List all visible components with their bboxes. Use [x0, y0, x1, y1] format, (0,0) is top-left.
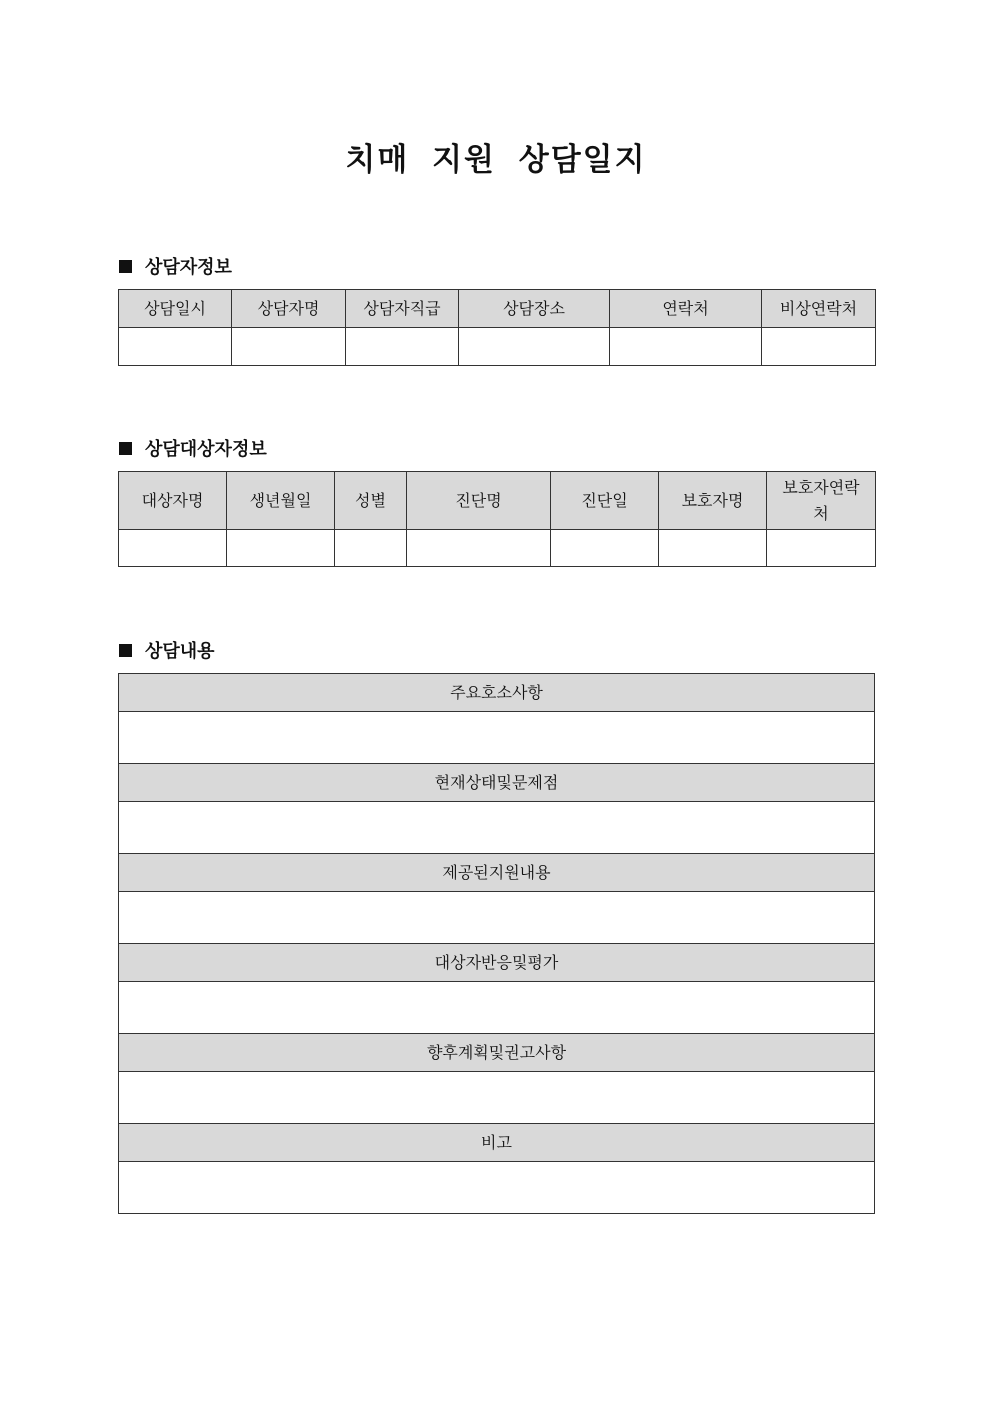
section-heading-label: 상담자정보 [145, 257, 232, 278]
header-subject-name: 대상자명 [119, 472, 227, 530]
section-heading-label: 상담내용 [145, 641, 215, 662]
header-future-plan: 향후계획및권고사항 [119, 1034, 875, 1072]
field-emergency-contact[interactable] [762, 328, 876, 366]
header-diagnosis-date: 진단일 [551, 472, 659, 530]
field-consult-place[interactable] [459, 328, 610, 366]
field-main-complaint[interactable] [119, 712, 875, 764]
field-diagnosis-date[interactable] [551, 530, 659, 567]
section-heading-subject [119, 435, 267, 461]
header-guardian-contact: 보호자연락처 [767, 472, 876, 530]
table-header-row [119, 290, 876, 328]
field-remarks[interactable] [119, 1162, 875, 1214]
subject-info-table [118, 471, 876, 567]
header-contact: 연락처 [610, 290, 762, 328]
field-response-evaluation[interactable] [119, 982, 875, 1034]
table-row [119, 530, 876, 567]
table-header-row [119, 1034, 875, 1072]
field-contact[interactable] [610, 328, 762, 366]
field-consult-datetime[interactable] [119, 328, 232, 366]
counselor-info-table [118, 289, 876, 366]
table-row [119, 892, 875, 944]
field-counselor-rank[interactable] [346, 328, 459, 366]
header-support-provided: 제공된지원내용 [119, 854, 875, 892]
header-consult-place: 상담장소 [459, 290, 610, 328]
square-bullet-icon [119, 442, 132, 455]
square-bullet-icon [119, 644, 132, 657]
header-birthdate: 생년월일 [227, 472, 335, 530]
header-remarks: 비고 [119, 1124, 875, 1162]
section-heading-counselor [119, 253, 232, 279]
header-current-status: 현재상태및문제점 [119, 764, 875, 802]
section-heading-label: 상담대상자정보 [145, 439, 267, 460]
table-header-row [119, 472, 876, 530]
square-bullet-icon [119, 260, 132, 273]
header-response-evaluation: 대상자반응및평가 [119, 944, 875, 982]
field-counselor-name[interactable] [232, 328, 346, 366]
field-birthdate[interactable] [227, 530, 335, 567]
table-header-row [119, 1124, 875, 1162]
section-heading-content [119, 637, 215, 663]
header-counselor-rank: 상담자직급 [346, 290, 459, 328]
consult-content-table [118, 673, 875, 1214]
page-title: 치매 지원 상담일지 [345, 142, 647, 178]
header-consult-datetime: 상담일시 [119, 290, 232, 328]
table-header-row [119, 764, 875, 802]
field-subject-name[interactable] [119, 530, 227, 567]
field-guardian-contact[interactable] [767, 530, 876, 567]
field-current-status[interactable] [119, 802, 875, 854]
table-row [119, 982, 875, 1034]
field-gender[interactable] [335, 530, 407, 567]
table-header-row [119, 944, 875, 982]
header-diagnosis: 진단명 [407, 472, 551, 530]
table-row [119, 1162, 875, 1214]
header-main-complaint: 주요호소사항 [119, 674, 875, 712]
field-future-plan[interactable] [119, 1072, 875, 1124]
header-emergency-contact: 비상연락처 [762, 290, 876, 328]
table-header-row [119, 674, 875, 712]
table-row [119, 328, 876, 366]
table-row [119, 712, 875, 764]
header-counselor-name: 상담자명 [232, 290, 346, 328]
field-diagnosis[interactable] [407, 530, 551, 567]
table-row [119, 1072, 875, 1124]
header-guardian-name: 보호자명 [659, 472, 767, 530]
field-support-provided[interactable] [119, 892, 875, 944]
header-gender: 성별 [335, 472, 407, 530]
table-header-row [119, 854, 875, 892]
field-guardian-name[interactable] [659, 530, 767, 567]
table-row [119, 802, 875, 854]
